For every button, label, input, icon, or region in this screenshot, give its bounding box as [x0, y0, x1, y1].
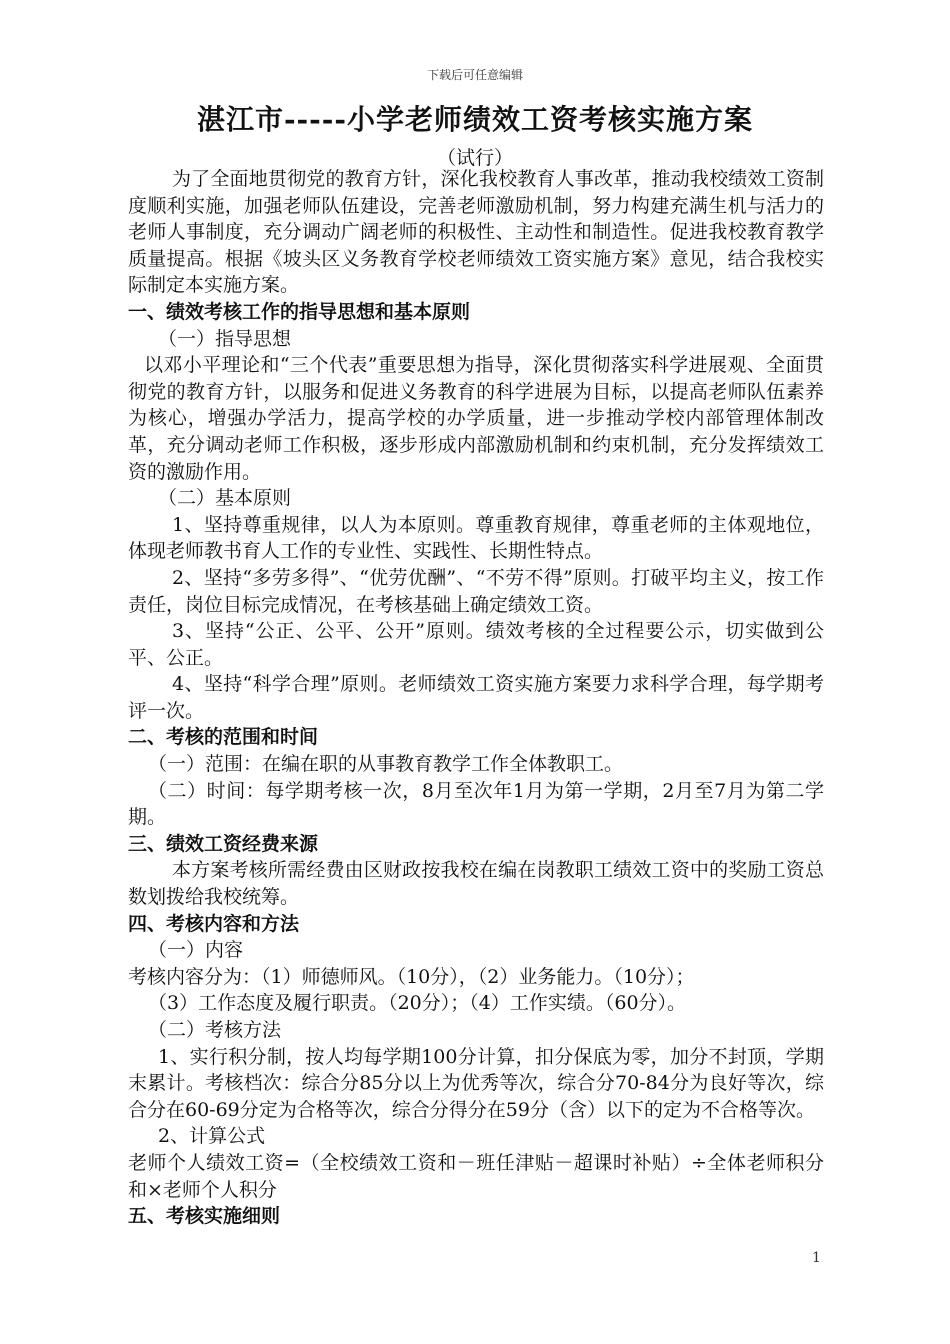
section-heading: 五、考核实施细则	[128, 1205, 281, 1228]
time-paragraph: （二）时间：每学期考核一次，8月至次年1月为第一学期，2月至7月为第二学期。	[128, 779, 824, 829]
funding-paragraph: 本方案考核所需经费由区财政按我校在编在岗教职工绩效工资中的奖励工资总数划拨给我校统筹。	[128, 859, 824, 909]
content-line: 考核内容分为：（1）师德师风。（10分），（2）业务能力。（10分）；	[128, 965, 695, 988]
subsection-heading: （二）考核方法	[148, 1019, 282, 1041]
section-heading: 一、绩效考核工作的指导思想和基本原则	[128, 300, 471, 323]
principle-paragraph: 4、坚持“科学合理”原则。老师绩效工资实施方案要力求科学合理，每学期考评一次。	[128, 673, 824, 722]
page-number: 1	[812, 1250, 821, 1266]
subsection-heading: （一）内容	[148, 939, 244, 962]
section-heading: 三、绩效工资经费来源	[128, 832, 319, 855]
subsection-heading: （一）指导思想	[158, 327, 292, 350]
scope-paragraph: （一）范围：在编在职的从事教育教学工作全体教职工。	[148, 753, 624, 776]
page-title: 湛江市-----小学老师绩效工资考核实施方案	[196, 103, 754, 136]
intro-paragraph: 为了全面地贯彻党的教育方针，深化我校教育人事改革，推动我校绩效工资制度顺利实施，加强老师队伍建设，完善老师激励机制，努力构建充满生机与活力的老师人事制度，充分调动广阔老师的积极性、主动性和制造性。促进我校教育教学质量提高。根据《坡头区义务教育学校老师绩效工资实施方案》意见，结合我校实际制定本实施方案。	[128, 168, 824, 297]
document-body	[128, 166, 824, 1230]
header-note: 下载后可任意编辑	[426, 68, 523, 82]
page-subtitle: （试行）	[436, 147, 513, 169]
principle-paragraph: 3、坚持“公正、公平、公开”原则。绩效考核的全过程要公示，切实做到公平、公正。	[128, 620, 824, 669]
content-line: （3）工作态度及履行职责。（20分）；（4）工作实绩。（60分）。	[148, 992, 687, 1015]
method-paragraph: 2、计算公式	[158, 1125, 266, 1148]
principle-paragraph: 2、坚持“多劳多得”、“优劳优酬”、“不劳不得”原则。打破平均主义，按工作责任，岗位目标完成情况，在考核基础上确定绩效工资。	[128, 566, 824, 616]
formula-paragraph: 老师个人绩效工资=（全校绩效工资和－班任津贴－超课时补贴）÷全体老师积分和×老师个人积分	[128, 1151, 824, 1201]
subsection-heading: （二）基本原则	[158, 487, 292, 510]
principle-paragraph: 1、坚持尊重规律，以人为本原则。尊重教育规律，尊重老师的主体观地位，体现老师教书育人工作的专业性、实践性、长期性特点。	[128, 513, 824, 563]
method-paragraph: 1、实行积分制，按人均每学期100分计算，扣分保底为零，加分不封顶，学期末累计。考核档次：综合分85分以上为优秀等次，综合分70-84分为良好等次，综合分在60-69分定为合格等次，综合分得分在59分（含）以下的定为不合格等次。	[128, 1045, 824, 1121]
guiding-ideology-paragraph: 以邓小平理论和“三个代表”重要思想为指导，深化贯彻落实科学进展观、全面贯彻党的教育方针，以服务和促进义务教育的科学进展为目标，以提高老师队伍素养为核心，增强办学活力，提高学校的办学质量，进一步推动学校内部管理体制改革，充分调动老师工作积极，逐步形成内部激励机制和约束机制，充分发挥绩效工资的激励作用。	[128, 354, 824, 483]
section-heading: 二、考核的范围和时间	[128, 726, 319, 749]
section-heading: 四、考核内容和方法	[128, 912, 300, 935]
